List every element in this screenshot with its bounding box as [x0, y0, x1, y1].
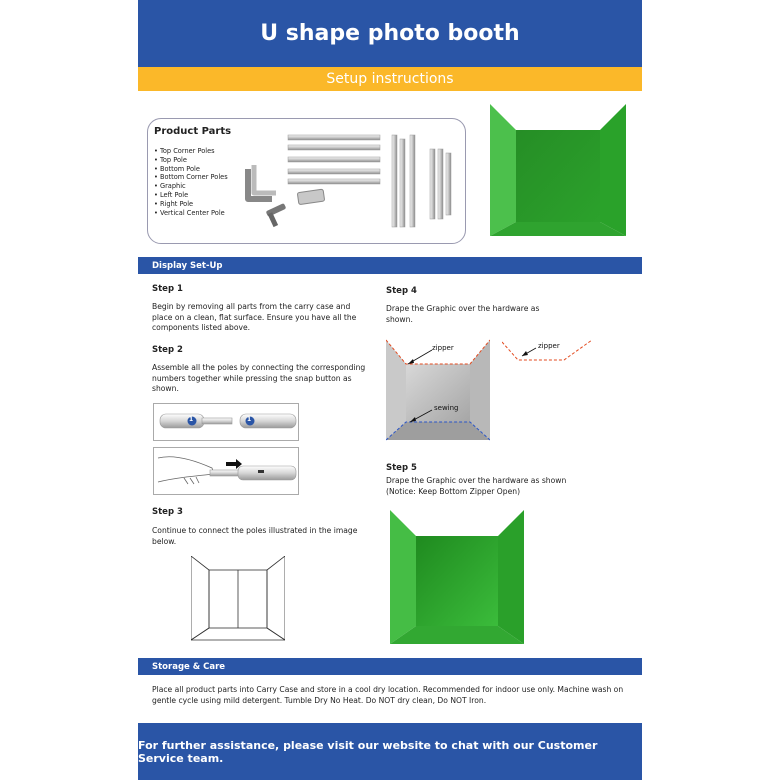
vertical-poles-icon: [392, 135, 451, 227]
product-parts-box: [147, 118, 466, 244]
instruction-sheet: [138, 0, 642, 780]
step4-booth-diagram: [386, 338, 490, 442]
product-parts-list: [154, 147, 228, 217]
display-setup-bar: [138, 257, 642, 274]
pole-snap-illustration: [154, 404, 298, 440]
parts-illustration: [240, 129, 460, 233]
step4-text: Drape the Graphic over the hardware as shown.: [386, 304, 540, 324]
hand-icon: [158, 457, 214, 482]
step3-text: Continue to connect the poles illustrated in the image below.: [152, 526, 358, 546]
step3-title: Step 3: [152, 507, 183, 517]
footer-text: For further assistance, please visit our website to chat with our Customer Service team.: [138, 738, 598, 765]
part-item: • Graphic: [154, 182, 186, 191]
storage-care-bar: [138, 658, 642, 675]
frame-outline-diagram: [191, 556, 285, 642]
part-item: • Top Corner Poles: [154, 147, 215, 155]
page-subtitle: Setup instructions: [326, 71, 454, 87]
corner-pole-icon: [248, 165, 276, 199]
subtitle-banner: [138, 67, 642, 91]
part-item: • Right Pole: [154, 199, 194, 208]
step4-title: Step 4: [386, 286, 417, 296]
part-item: • Top Pole: [154, 155, 187, 164]
snap-button-figure: [153, 447, 299, 495]
pole-snap-figure: [153, 403, 299, 441]
number-badge: 1: [189, 416, 194, 423]
storage-care-heading: Storage & Care: [152, 661, 226, 672]
booth-hero-image: [490, 104, 626, 238]
title-banner: [138, 0, 642, 67]
number-badge: 1: [247, 416, 252, 423]
sewing-label: sewing: [434, 404, 459, 412]
part-item: • Vertical Center Pole: [154, 208, 225, 217]
storage-care-text: Place all product parts into Carry Case and store in a cool dry location. Recommended for indoor use only. Machine wash on gentle cycle using mild detergent. Tumble Dry No Heat. Do NOT dry clean, Do NOT Iron.: [152, 685, 624, 705]
page-title: U shape photo booth: [260, 21, 520, 46]
display-setup-heading: Display Set-Up: [152, 260, 223, 271]
step1-text: Begin by removing all parts from the carry case and place on a clean, flat surface. Ensure you have all the components listed above.: [152, 302, 357, 333]
step2-text: Assemble all the poles by connecting the corresponding numbers together while pressing the snap button as shown.: [152, 363, 366, 394]
step5-green-booth: [390, 510, 524, 648]
step2-title: Step 2: [152, 345, 183, 355]
footer-banner: [138, 723, 642, 780]
grey-booth-illustration: [386, 338, 490, 442]
step5-text: Drape the Graphic over the hardware as shown (Notice: Keep Bottom Zipper Open): [386, 476, 567, 496]
left-wall: [490, 104, 516, 236]
graphic-bag-icon: [297, 189, 324, 205]
product-parts-title: Product Parts: [154, 126, 232, 137]
right-wall: [600, 104, 626, 236]
part-item: • Bottom Pole: [154, 164, 200, 173]
step5-title: Step 5: [386, 463, 417, 473]
zipper-label-detail: zipper: [538, 342, 560, 350]
step1-title: Step 1: [152, 284, 183, 294]
part-item: • Bottom Corner Poles: [154, 173, 228, 182]
zipper-detail-diagram: [502, 338, 598, 366]
part-item: • Left Pole: [154, 190, 189, 199]
zipper-label: zipper: [432, 344, 454, 352]
horizontal-poles-icon: [288, 135, 380, 184]
snap-button-illustration: [154, 448, 298, 494]
connector-knob-icon: [266, 203, 287, 227]
